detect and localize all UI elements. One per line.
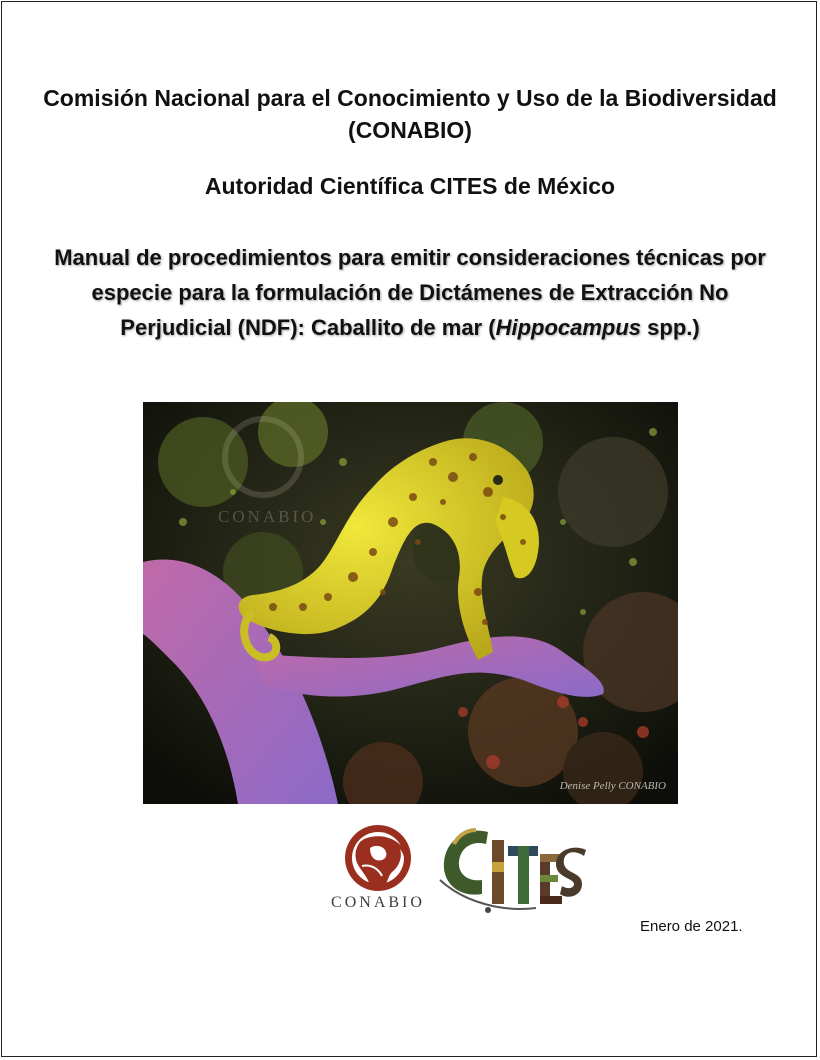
photo-credit: Denise Pelly CONABIO — [559, 780, 666, 792]
seahorse-illustration — [143, 402, 678, 804]
seahorse-photo — [143, 402, 678, 804]
manual-title — [40, 240, 780, 345]
manual-title-suffix: spp.) — [641, 315, 700, 340]
conabio-wordmark: CONABIO — [331, 894, 425, 911]
publication-date: Enero de 2021. — [640, 918, 743, 935]
cites-emblem-icon — [436, 820, 588, 916]
genus-name: Hippocampus — [495, 315, 642, 340]
manual-title-text: Manual de procedimientos para emitir consideraciones técnicas por especie para la formulación de Dictámenes de Extracción No Perjudicial (NDF): Caballito de mar ( — [54, 245, 766, 340]
photo-watermark: CONABIO — [218, 507, 317, 526]
conabio-logo — [318, 822, 438, 917]
cites-logo — [436, 820, 588, 916]
conabio-emblem-icon — [318, 822, 438, 897]
institution-title: Comisión Nacional para el Conocimiento y Uso de la Biodiversidad (CONABIO) — [43, 85, 777, 143]
authority-title: Autoridad Científica CITES de México — [204, 173, 616, 199]
